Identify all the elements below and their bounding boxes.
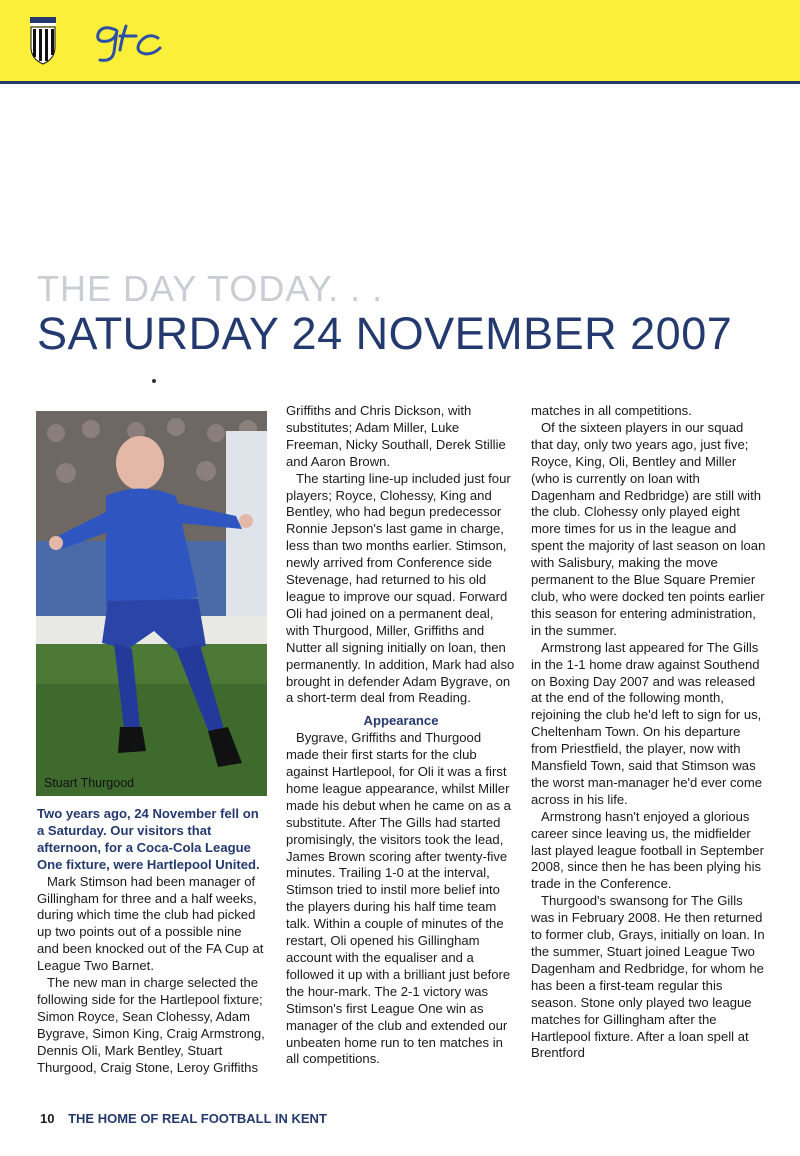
article-paragraph: Bygrave, Griffiths and Thurgood made their first starts for the club against Hartlepool, for Oli it was a first home league appearance, whilst Miller made his debut when he came on as a substitute. After The Gills had started promisingly, the visitors took the lead, James Brown scoring after twenty-five minutes. Trailing 1-0 at the interval, Stimson tried to instil more belief into the players during his half time team talk. Within a couple of minutes of the restart, Oli opened his Gillingham account with the equaliser and a followed it up with a brilliant just before the hour-mark. The 2-1 victory was Stimson's first League One win as manager of the club and extended our unbeaten home run to ten matches in all competitions. xyxy=(286,730,511,1067)
page-number: 10 xyxy=(40,1111,55,1126)
article-paragraph: Thurgood's swansong for The Gills was in February 2008. He then returned to former club, Grays, initially on loan. In the summer, Stuart joined League Two Dagenham and Redbridge, for whom he has been a first-team regular this season. Stone only played two league matches for Gillingham after the Hartlepool fixture. After a loan spell at Brentford xyxy=(531,893,765,1061)
player-illustration xyxy=(36,411,267,796)
footer-tagline: THE HOME OF REAL FOOTBALL IN KENT xyxy=(68,1111,327,1126)
page-title: SATURDAY 24 NOVEMBER 2007 xyxy=(37,308,733,359)
article-paragraph: Mark Stimson had been manager of Gillingham for three and a half weeks, during which time the club had picked up two points out of a possible nine and been knocked out of the FA Cup at League Two Barnet. xyxy=(37,873,264,974)
article-paragraph: The new man in charge selected the following side for the Hartlepool fixture; Simon Royce, Sean Clohessy, Adam Bygrave, Simon King, Craig Armstrong, Dennis Oli, Mark Bentley, Stuart Thurgood, Craig Stone, Leroy Griffiths xyxy=(37,975,265,1075)
photo-caption: Stuart Thurgood xyxy=(44,776,135,790)
article-intro: Two years ago, 24 November fell on a Saturday. Our visitors that afternoon, for a Coca-Cola League One fixture, were Hartlepool United. xyxy=(37,806,260,872)
stray-mark xyxy=(152,379,156,383)
article-column-1 xyxy=(37,806,267,1076)
page-footer xyxy=(40,1111,327,1126)
kicker-title: THE DAY TODAY. . . xyxy=(37,268,384,309)
player-photo xyxy=(36,411,267,796)
article-column-2 xyxy=(286,403,516,1068)
article-paragraph: Armstrong hasn't enjoyed a glorious career since leaving us, the midfielder last played league football in September 2008, since then he has been plying his trade in the Conference. xyxy=(531,808,764,892)
article-column-3 xyxy=(531,403,766,1062)
gfc-monogram-logo xyxy=(92,16,170,66)
article-paragraph: Of the sixteen players in our squad that day, only two years ago, just five; Royce, King, Oli, Bentley and Miller (who is currently on loan with Dagenham and Redbridge) are still with the club. Clohessy only played eight more times for us in the league and spent the majority of last season on loan with Salisbury, making the move permanent to the Blue Square Premier club, who were docked ten points earlier this season for entering administration, in the summer. xyxy=(531,419,766,638)
header-band xyxy=(0,0,800,84)
article-paragraph: The starting line-up included just four players; Royce, Clohessy, King and Bentley, who had begun predecessor Ronnie Jepson's last game in charge, less than two months earlier. Stimson, newly arrived from Conference side Stevenage, had returned to his old league to improve our squad. Forward Oli had joined on a permanent deal, with Thurgood, Miller, Griffiths and Nutter all signing initially on loan, then permanently. In addition, Mark had also brought in defender Adam Bygrave, on a short-term deal from Reading. xyxy=(286,470,515,706)
article-paragraph-continued: matches in all competitions. xyxy=(531,403,692,418)
gillingham-crest-icon xyxy=(30,17,56,65)
article-paragraph-continued: Griffiths and Chris Dickson, with substitutes; Adam Miller, Luke Freeman, Nicky Southall, Derek Stillie and Aaron Brown. xyxy=(286,403,506,469)
article-paragraph: Armstrong last appeared for The Gills in the 1-1 home draw against Southend on Boxing Day 2007 and was released at the end of the following month, rejoining the club he'd left to sign for us, Cheltenham Town. On his departure from Priestfield, the player, now with Mansfield Town, said that Stimson was the worst man-manager he'd ever come across in his life. xyxy=(531,639,763,807)
section-subhead: Appearance xyxy=(363,713,439,729)
